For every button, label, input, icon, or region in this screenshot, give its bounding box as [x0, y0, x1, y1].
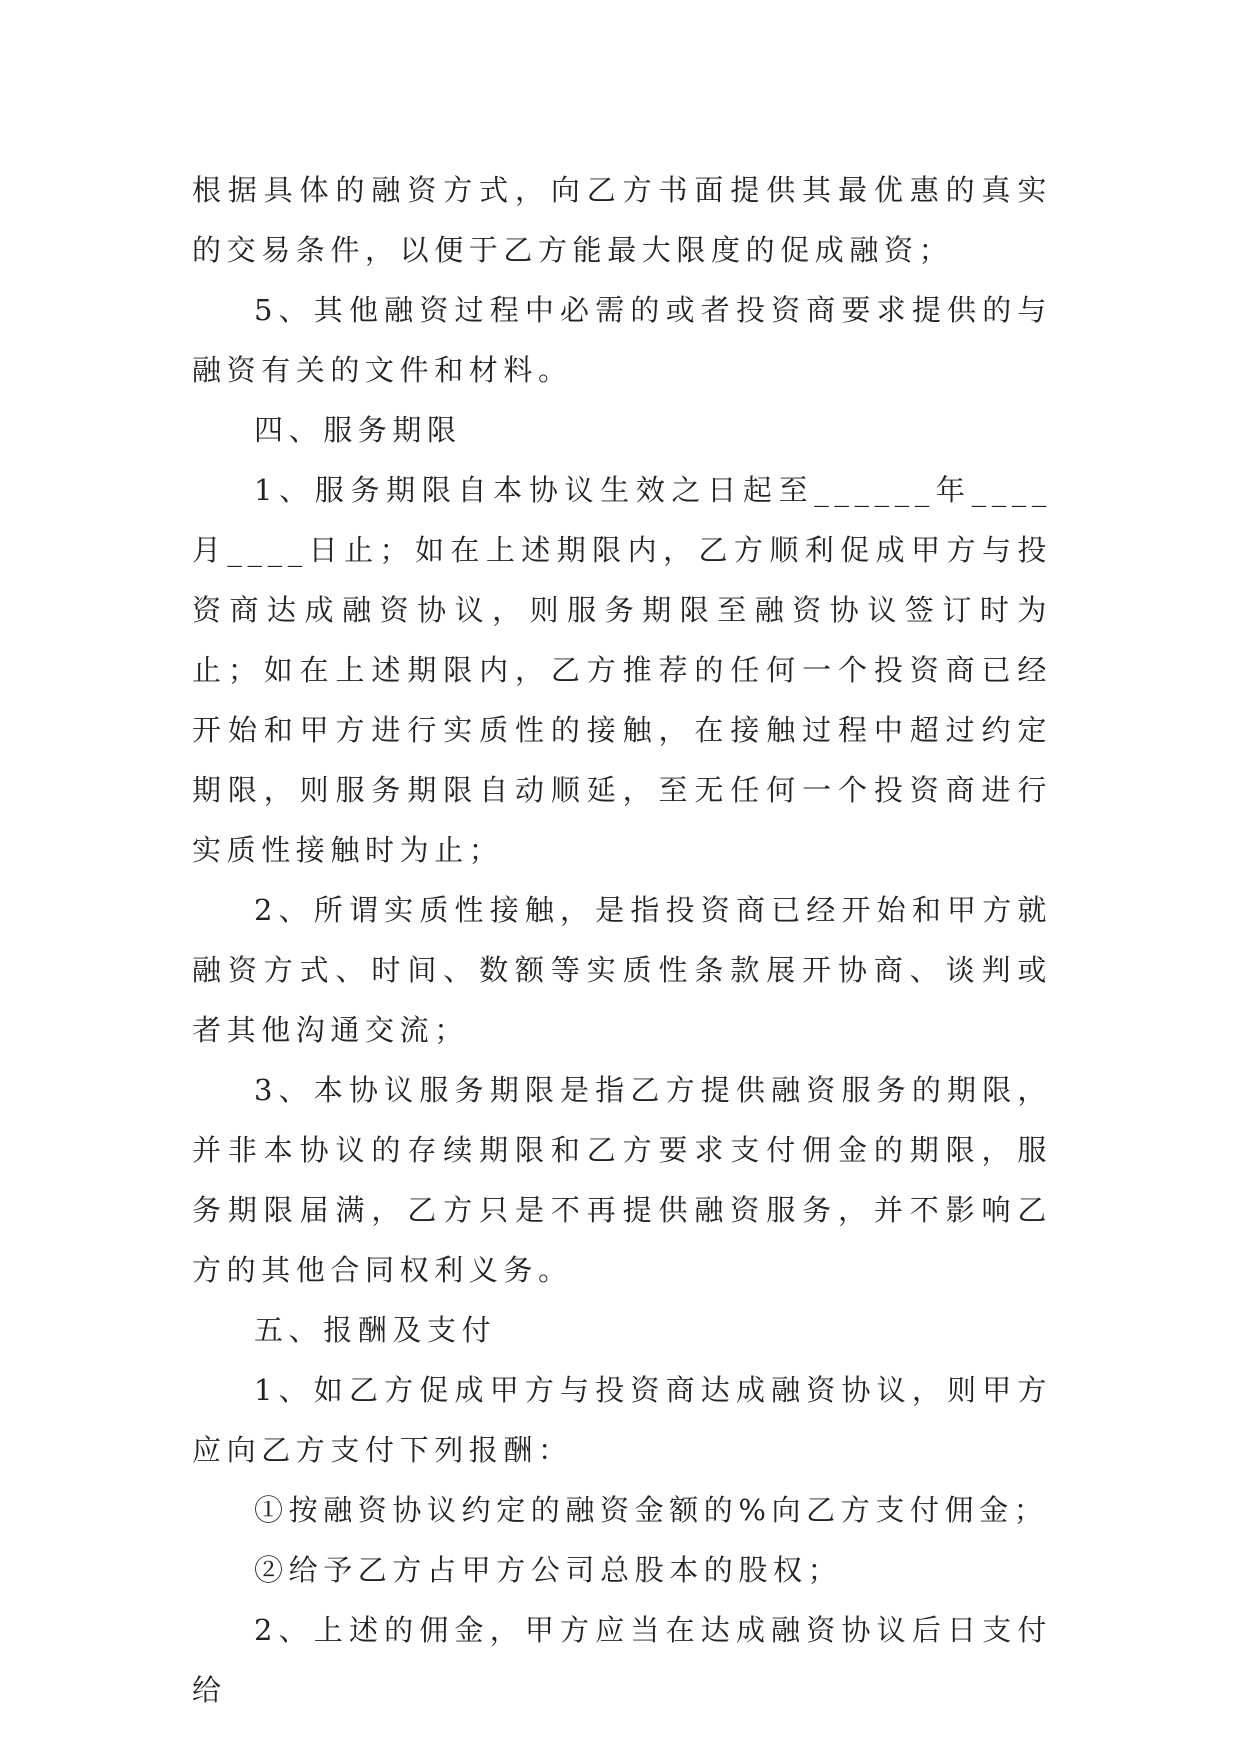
section-heading-service-period: 四、服务期限	[254, 413, 462, 447]
document-body	[192, 160, 1052, 1720]
paragraph-remuneration-equity: ②给予乙方占甲方公司总股本的股权；	[254, 1553, 843, 1587]
paragraph-remuneration-1: 1、如乙方促成甲方与投资商达成融资协议，则甲方应向乙方支付下列报酬：	[192, 1373, 1052, 1467]
paragraph-item-5-documents: 5、其他融资过程中必需的或者投资商要求提供的与融资有关的文件和材料。	[192, 293, 1052, 387]
paragraph-service-period-3: 3、本协议服务期限是指乙方提供融资服务的期限，并非本协议的存续期限和乙方要求支付佣金的期限，服务期限届满，乙方只是不再提供融资服务，并不影响乙方的其他合同权利义务。	[192, 1073, 1052, 1287]
paragraph-service-period-2: 2、所谓实质性接触，是指投资商已经开始和甲方就融资方式、时间、数额等实质性条款展开协商、谈判或者其他沟通交流；	[192, 893, 1052, 1047]
paragraph-service-period-1: 1、服务期限自本协议生效之日起至______年____月____日止；如在上述期限内，乙方顺利促成甲方与投资商达成融资协议，则服务期限至融资协议签订时为止；如在上述期限内，乙方推荐的任何一个投资商已经开始和甲方进行实质性的接触，在接触过程中超过约定期限，则服务期限自动顺延，至无任何一个投资商进行实质性接触时为止；	[192, 473, 1052, 867]
paragraph-trading-conditions: 根据具体的融资方式，向乙方书面提供其最优惠的真实的交易条件，以便于乙方能最大限度的促成融资；	[192, 173, 1052, 267]
paragraph-remuneration-2: 2、上述的佣金，甲方应当在达成融资协议后日支付给	[192, 1613, 1052, 1707]
section-heading-remuneration: 五、报酬及支付	[254, 1313, 497, 1347]
paragraph-remuneration-commission: ①按融资协议约定的融资金额的%向乙方支付佣金；	[254, 1493, 1049, 1527]
